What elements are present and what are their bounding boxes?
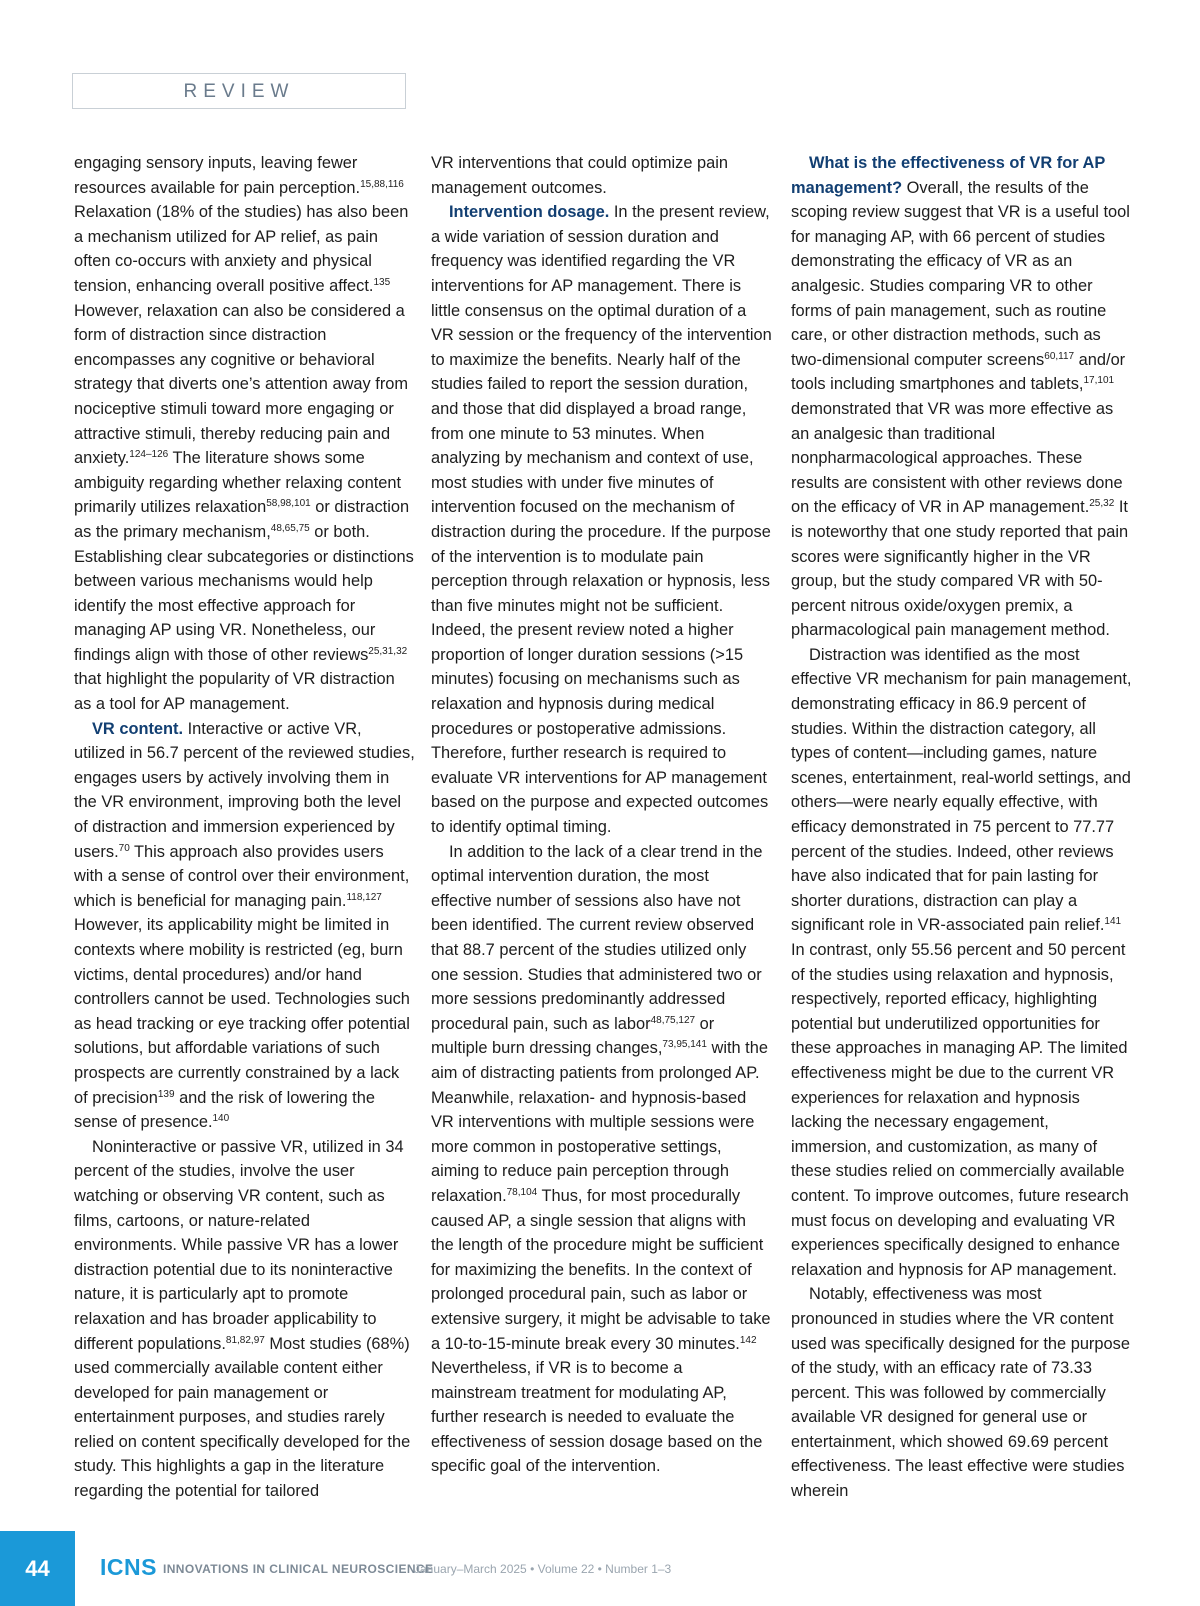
section-header-box bbox=[72, 73, 406, 109]
paragraph: What is the effectiveness of VR for AP management? Overall, the results of the scoping review suggest that VR is a useful tool for managing AP, with 66 percent of studies demonstrating the efficacy of VR as an analgesic. Studies comparing VR to other forms of pain management, such as routine care, or other distraction methods, such as two-dimensional computer screens$^{60,117}$ and/or tools including smartphones and tablets,$^{17,101}$ demonstrated that VR was more effective as an analgesic than traditional nonpharmacological approaches. These results are consistent with other reviews done on the efficacy of VR in AP management.$^{25,32}$ It is noteworthy that one study reported that pain scores were significantly higher in the VR group, but the study compared VR with 50-percent nitrous oxide/oxygen premix, a pharmacological pain management method. bbox=[791, 154, 1130, 640]
paragraph: VR interventions that could optimize pain management outcomes. bbox=[431, 154, 729, 197]
citation: 78,104 bbox=[506, 1186, 538, 1198]
subsection-heading: VR content. bbox=[92, 719, 184, 738]
issue-info: January–March 2025 • Volume 22 • Number 1–3 bbox=[414, 1562, 672, 1576]
paragraph: Notably, effectiveness was most pronounced in studies where the VR content used was specifically designed for the purpose of the study, with an efficacy rate of 73.33 percent. This was followed by commercially available VR designed for general use or entertainment, which showed 69.69 percent effectiveness. The least effective were studies wherein bbox=[791, 1285, 1130, 1501]
citation: 141 bbox=[1104, 916, 1122, 928]
citation: 139 bbox=[157, 1088, 175, 1100]
citation: 142 bbox=[739, 1334, 757, 1346]
paragraph: Distraction was identified as the most effective VR mechanism for pain management, demonstrating efficacy in 86.9 percent of studies. Within the distraction category, all types of content—including games, nature scenes, entertainment, real-world settings, and others—were nearly equally effective, with efficacy demonstrated in 75 percent to 77.77 percent of the studies. Indeed, other reviews have also indicated that for pain lasting for shorter durations, distraction can play a significant role in VR-associated pain relief.$^{141}$ In contrast, only 55.56 percent and 50 percent of the studies using relaxation and hypnosis, respectively, reported efficacy, highlighting potential but underutilized opportunities for these approaches in managing AP. The limited effectiveness might be due to the current VR experiences for relaxation and hypnosis lacking the necessary engagement, immersion, and customization, as many of these studies relied on commercially available content. To improve outcomes, future research must focus on developing and evaluating VR experiences specifically designed to enhance relaxation and hypnosis for AP management. bbox=[791, 645, 1132, 1279]
journal-name: INNOVATIONS IN CLINICAL NEUROSCIENCE bbox=[163, 1562, 434, 1576]
text-column-2 bbox=[431, 151, 772, 1479]
paragraph: engaging sensory inputs, leaving fewer resources available for pain perception.$^{15,88,116}$ Relaxation (18% of the studies) has also been a mechanism utilized for AP relief, as pain often co-occurs with anxiety and physical tension, enhancing overall positive affect.$^{135}$ However, relaxation can also be considered a form of distraction since distraction encompasses any cognitive or behavioral strategy that diverts one’s attention away from nociceptive stimuli toward more engaging or attractive stimuli, thereby reducing pain and anxiety.$^{124-126}$ The literature shows some ambiguity regarding whether relaxing content primarily utilizes relaxation$^{58,98,101}$ or distraction as the primary mechanism,$^{48,65,75}$ or both. Establishing clear subcategories or distinctions between various mechanisms would help identify the most effective approach for managing AP using VR. Nonetheless, our findings align with those of other reviews$^{25,31,32}$ that highlight the popularity of VR distraction as a tool for AP management. bbox=[74, 154, 414, 714]
paragraph: Intervention dosage. In the present review, a wide variation of session duration and frequency was identified regarding the VR interventions for AP management. There is little consensus on the optimal duration of a VR session or the frequency of the intervention to maximize the benefits. Nearly half of the studies failed to report the session duration, and those that did displayed a broad range, from one minute to 53 minutes. When analyzing by mechanism and context of use, most studies with under five minutes of intervention focused on the mechanism of distraction during the procedure. If the purpose of the intervention is to modulate pain perception through relaxation or hypnosis, less than five minutes might not be sufficient. Indeed, the present review noted a higher proportion of longer duration sessions (>15 minutes) focusing on mechanisms such as relaxation and hypnosis during medical procedures or postoperative admissions. Therefore, further research is required to evaluate VR interventions for AP management based on the purpose and expected outcomes to identify optimal timing. bbox=[431, 203, 772, 837]
paragraph: Noninteractive or passive VR, utilized in 34 percent of the studies, involve the user watching or observing VR content, such as films, cartoons, or nature-related environments. While passive VR has a lower distraction potential due to its noninteractive nature, it is particularly apt to promote relaxation and has broader applicability to different populations.$^{81,82,97}$ Most studies (68%) used commercially available content either developed for pain management or entertainment purposes, and studies rarely relied on content specifically developed for the study. This highlights a gap in the literature regarding the potential for tailored bbox=[74, 1137, 411, 1501]
citation: 140 bbox=[212, 1113, 230, 1125]
citation: 81,82,97 bbox=[225, 1334, 265, 1346]
section-label: REVIEW bbox=[183, 81, 295, 102]
citation: 48,75,127 bbox=[650, 1014, 696, 1026]
citation: 25,32 bbox=[1089, 498, 1115, 510]
citation: 17,101 bbox=[1083, 375, 1115, 387]
citation: 48,65,75 bbox=[270, 522, 310, 534]
journal-logo: ICNS bbox=[100, 1554, 157, 1580]
page-number-block bbox=[0, 1531, 75, 1606]
citation: 25,31,32 bbox=[368, 645, 408, 657]
text-column-3 bbox=[791, 151, 1132, 1504]
text-column-1 bbox=[74, 151, 415, 1504]
citation: 60,117 bbox=[1044, 350, 1075, 362]
subsection-heading: What is the effectiveness of VR for AP management? bbox=[791, 154, 1106, 197]
citation: 58,98,101 bbox=[266, 498, 311, 510]
paragraph: VR content. Interactive or active VR, utilized in 56.7 percent of the reviewed studies, engages users by actively involving them in the VR environment, improving both the level of distraction and immersion experienced by users.$^{70}$ This approach also provides users with a sense of control over their environment, which is beneficial for managing pain.$^{118,127}$ However, its applicability might be limited in contexts where mobility is restricted (eg, burn victims, dental procedures) and/or hand controllers cannot be used. Technologies such as head tracking or eye tracking offer potential solutions, but affordable variations of such prospects are currently constrained by a lack of precision$^{139}$ and the risk of lowering the sense of presence.$^{140}$ bbox=[74, 719, 415, 1132]
subsection-heading: Intervention dosage. bbox=[449, 203, 610, 222]
page-number: 44 bbox=[25, 1555, 50, 1581]
citation: 135 bbox=[373, 276, 391, 288]
citation: 70 bbox=[118, 842, 130, 854]
citation: 73,95,141 bbox=[662, 1039, 707, 1051]
citation: 15,88,116 bbox=[360, 178, 404, 190]
citation: 124–126 bbox=[129, 449, 169, 461]
citation: 118,127 bbox=[346, 891, 382, 903]
paragraph: In addition to the lack of a clear trend in the optimal intervention duration, the most effective number of sessions also have not been identified. The current review observed that 88.7 percent of the studies utilized only one session. Studies that administered two or more sessions predominantly addressed procedural pain, such as labor$^{48,75,127}$ or multiple burn dressing changes,$^{73,95,141}$ with the aim of distracting patients from prolonged AP. Meanwhile, relaxation- and hypnosis-based VR interventions with multiple sessions were more common in postoperative settings, aiming to reduce pain perception through relaxation.$^{78,104}$ Thus, for most procedurally caused AP, a single session that aligns with the length of the procedure might be sufficient for maximizing the benefits. In the context of prolonged procedural pain, such as labor or extensive surgery, it might be advisable to take a 10-to-15-minute break every 30 minutes.$^{142}$ Nevertheless, if VR is to become a mainstream treatment for modulating AP, further research is needed to evaluate the effectiveness of session dosage based on the specific goal of the intervention. bbox=[431, 842, 771, 1476]
